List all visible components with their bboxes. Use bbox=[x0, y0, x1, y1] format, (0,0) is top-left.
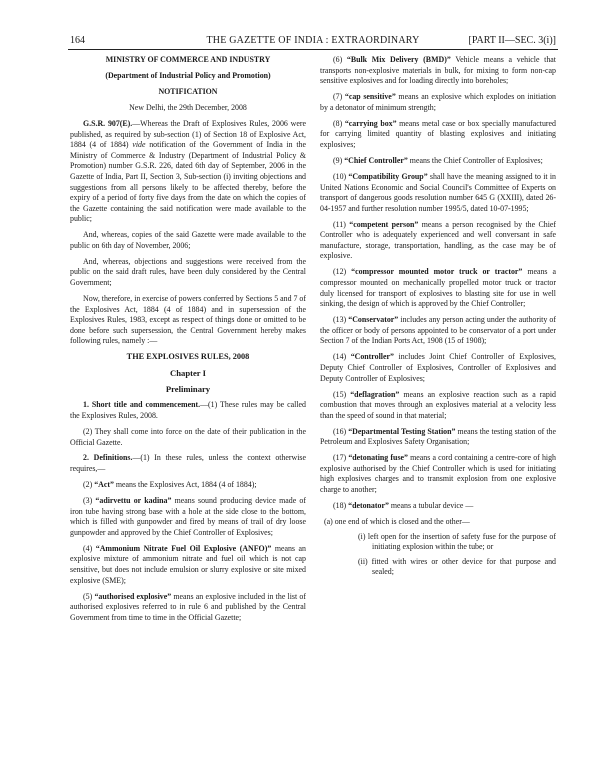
definition-18: (18) “detonator” means a tubular device — bbox=[333, 501, 474, 511]
definition-18-a: (a) one end of which is closed and the other— bbox=[324, 517, 470, 527]
definition-2: (2) “Act” means the Explosives Act, 1884 (4 of 1884); bbox=[83, 480, 257, 490]
header-rule bbox=[68, 49, 558, 50]
definition-14: (14) “Controller” includes Joint Chief Controller of Explosives, Deputy Chief Controller of Explosives, Controller of Explosives and Deputy Controller of Explosives; bbox=[320, 352, 556, 383]
ministry-heading: MINISTRY OF COMMERCE AND INDUSTRY bbox=[105, 55, 271, 64]
paragraph-therefore: Now, therefore, in exercise of powers conferred by Sections 5 and 7 of the Explosives Act, 1884 (4 of 1884) and in supersession of the Explosives Rules, 1983, except as respect of things done or omitted to be done before such supersession, the Central Government hereby makes following rules, namely :— bbox=[70, 294, 306, 346]
definition-11: (11) “competent person” means a person recognised by the Chief Controller who is adequately experienced and well conversant in safe manufacture, storage, transportation, handling, as the case may be of explosive. bbox=[320, 219, 557, 261]
left-column bbox=[70, 55, 306, 629]
definition-4: (4) “Ammonium Nitrate Fuel Oil Explosive (ANFO)” means an explosive mixture of ammonium nitrate and fuel oil which is not cap sensitive, but does not include emulsion or slurry explosive or site mixed explosive (SME); bbox=[70, 543, 306, 585]
right-column bbox=[320, 55, 556, 582]
definition-7: (7) “cap sensitive” means an explosive which explodes on initiation by a detonator of minimum strength; bbox=[320, 92, 556, 112]
gsr-number: G.S.R. 907(E). bbox=[83, 118, 133, 128]
definition-3: (3) “adirvettu or kadina” means sound producing device made of iron tube having strong base with a hole at the side close to the bottom, which is filled with gunpowder and fired by means of trail of dry loose gunpowder and approved by the Chief Controller of Explosives; bbox=[70, 496, 306, 537]
paragraph-preamble: G.S.R. 907(E).—Whereas the Draft of Explosives Rules, 2006 were published, as required by sub-section (1) of Section 18 of Explosive Act, 1884 (4 of 1884) vide notification of the Government of India in the Ministry of Commerce & Industry (Department of Industrial Policy & Promotion) number G.S.R. 226, dated 6th day of September, 2006 in the Gazette of India, Part II, Section 3, Sub-section (i) inviting objections and suggestions from all persons likely to be affected thereby, before the expiry of a period of forty five days from the date on which the copies of the Gazette containing the said notification were made available to the public; bbox=[70, 118, 306, 224]
chapter-heading: Chapter I bbox=[170, 368, 206, 379]
rule-1: 1. Short title and commencement.—(1) These rules may be called the Explosives Rules, 2008. bbox=[70, 400, 306, 420]
page-number: 164 bbox=[70, 35, 85, 46]
rule-2: 2. Definitions.—(1) In these rules, unless the context otherwise requires,— bbox=[70, 453, 306, 474]
definition-8: (8) “carrying box” means metal case or box specially manufactured for carrying limited quantity of blasting explosives and initiating explosives; bbox=[320, 118, 556, 149]
definition-18-a-ii: (ii) fitted with wires or other device for that purpose and sealed; bbox=[358, 556, 556, 577]
definition-9: (9) “Chief Controller” means the Chief Controller of Explosives; bbox=[333, 155, 543, 165]
notification-heading: NOTIFICATION bbox=[158, 86, 218, 96]
paragraph-whereas-1: And, whereas, copies of the said Gazette were made available to the public on 6th day of November, 2006; bbox=[70, 230, 306, 250]
section-label: [PART II—SEC. 3(i)] bbox=[468, 35, 556, 46]
definition-18-a-i: (i) left open for the insertion of safety fuse for the purpose of initiating explosion within the tube; or bbox=[358, 531, 556, 552]
definition-16: (16) “Departmental Testing Station” means the testing station of the Petroleum and Explosives Safety Organisation; bbox=[320, 426, 556, 447]
rule-1-2: (2) They shall come into force on the date of their publication in the Official Gazette. bbox=[70, 426, 306, 447]
definition-13: (13) “Conservator” includes any person acting under the authority of the officer or body of persons appointed to be conservator of a port under Section 7 of the Indian Ports Act, 1908 (15 of 1908); bbox=[320, 315, 556, 346]
preliminary-heading: Preliminary bbox=[165, 384, 211, 395]
definition-15: (15) “deflagration” means an explosive reaction such as a rapid combustion that moves through an explosives material at a velocity less than the speed of sound in that material; bbox=[320, 389, 556, 420]
definition-12: (12) “compressor mounted motor truck or tractor” means a compressor mounted on mechanically propelled motor truck or tractor duly licensed for transport of explosives to blasting site for use in well sinking, the design of which is approved by the Chief Controller; bbox=[320, 267, 556, 309]
department-heading: (Department of Industrial Policy and Promotion) bbox=[105, 70, 271, 80]
paragraph-whereas-2: And, whereas, objections and suggestions were received from the public on the said draft rules, have been duly considered by the Central Government; bbox=[70, 256, 306, 288]
definition-6: (6) “Bulk Mix Delivery (BMD)” Vehicle means a vehicle that transports non-explosive materials in bulk, for mixing to form non-cap sensitive explosives and for loading directly into boreholes; bbox=[320, 55, 556, 86]
rules-title: THE EXPLOSIVES RULES, 2008 bbox=[126, 352, 250, 362]
definition-17: (17) “detonating fuse” means a cord containing a centre-core of high explosive authorised by the Chief Controller which is used for initiating high explosives charges and to transmit explosion from one explosive charge to another; bbox=[320, 453, 557, 495]
page-header bbox=[70, 34, 556, 48]
definition-5: (5) “authorised explosive” means an explosive included in the list of authorised explosives referred to in rule 6 and published by the Central Government from time to time in the Official Gazette; bbox=[70, 591, 306, 622]
gazette-title: THE GAZETTE OF INDIA : EXTRAORDINARY bbox=[206, 35, 420, 46]
dateline: New Delhi, the 29th December, 2008 bbox=[129, 102, 247, 112]
definition-10: (10) “Compatibility Group” shall have the meaning assigned to it in United Nations Economic and Social Council's Committee of Experts on transport of dangerous goods resolution number 645 G (XXIII), dated 26-04-1957 and further resolution number 1995/5, dated 10-07-1995; bbox=[320, 171, 556, 213]
